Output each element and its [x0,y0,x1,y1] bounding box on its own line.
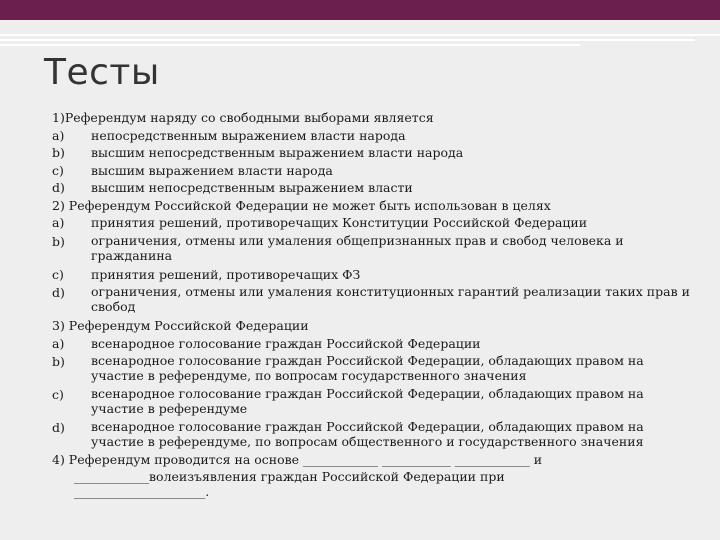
option-letter: b) [52,233,65,249]
option-letter: c) [52,162,64,178]
option-text: всенародное голосование граждан Российской Федерации, обладающих правом на участие в референдуме, по вопросам государственного значения [91,353,644,383]
answer-option [52,233,692,263]
test-content [52,109,692,499]
option-text: принятия решений, противоречащих Конституции Российской Федерации [91,215,588,231]
option-letter: b) [52,145,65,160]
question-4-continuation: _____________________. [74,483,210,499]
answer-option [52,335,692,353]
answer-option [52,162,692,180]
option-letter: d) [52,180,65,195]
answer-option [52,127,692,145]
question-2: 2) Референдум Российской Федерации не может быть использован в целях [52,197,551,213]
question-1: 1)Референдум наряду со свободными выборами является [52,110,434,125]
option-letter: d) [52,420,65,435]
option-text: ограничения, отмены или умаления общепризнанных прав и свобод человека и гражданина [91,232,624,263]
option-letter: b) [52,354,65,369]
answer-option [52,284,692,314]
option-letter: d) [52,285,65,300]
answer-option [52,214,692,232]
question-3: 3) Референдум Российской Федерации [52,318,309,333]
answer-option [52,419,692,449]
option-letter: a) [52,215,65,230]
deco-line [0,39,695,41]
top-accent-bar [0,0,720,20]
option-letter: c) [52,266,64,282]
option-text: высшим непосредственным выражением власти [91,180,413,196]
answer-option [52,353,692,383]
answer-option [52,179,692,197]
decorative-lines [0,20,720,50]
option-text: всенародное голосование граждан Российской Федерации, обладающих правом на участие в референдуме [91,386,644,416]
option-text: непосредственным выражением власти народа [91,127,406,143]
option-letter: a) [52,127,65,143]
answer-option [52,144,692,162]
answer-option [52,266,692,284]
option-text: всенародное голосование граждан Российской Федерации, обладающих правом на участие в референдуме, по вопросам общественного и государственного значения [91,419,644,449]
option-text: всенародное голосование граждан Российской Федерации [91,335,481,351]
answer-option [52,386,692,416]
option-letter: a) [52,335,65,351]
question-4-continuation: ____________волеизъявления граждан Российской Федерации при [74,468,505,484]
page-title: Тесты [44,52,160,93]
question-4: 4) Референдум проводится на основе ____________ ___________ ____________ и [52,452,543,467]
option-text: высшим выражением власти народа [91,162,333,178]
option-text: ограничения, отмены или умаления конституционных гарантий реализации таких прав и свобод [91,284,690,314]
option-letter: c) [52,387,64,402]
deco-line [0,34,720,36]
option-text: принятия решений, противоречащих ФЗ [91,266,361,282]
option-text: высшим непосредственным выражением власти народа [91,145,464,161]
deco-line [0,44,580,46]
